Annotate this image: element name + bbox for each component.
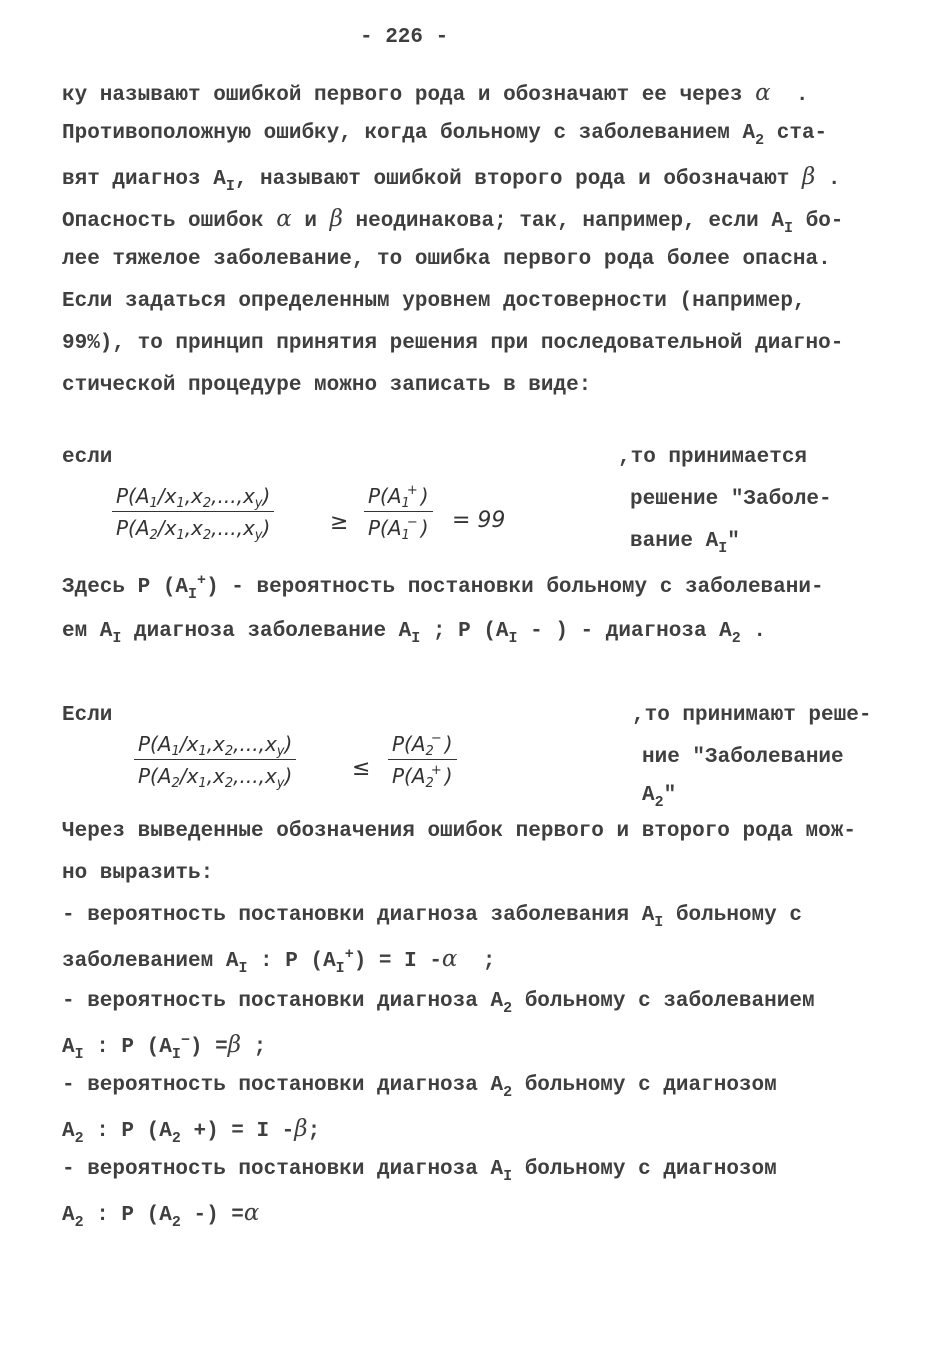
condition-lead: если — [62, 446, 113, 469]
list-item: заболеванием $А_I$ : Р $(А_I^+) = I$ -α ; — [62, 946, 496, 977]
page-number: - 226 - — [360, 26, 449, 49]
likelihood-ratio-fraction: $\frac{P(A_1/x_1,x_2,...,x_y)}{P(A_2/x_1,x_2,...,x_y)}$ — [112, 484, 274, 540]
decision-text: $А_2$" — [642, 784, 677, 811]
list-item: - вероятность постановки диагноза заболевания $А_I$ больному с — [62, 904, 802, 931]
decision-text: ,то принимают реше- — [632, 704, 872, 727]
text-line: 99%), то принцип принятия решения при последовательной диагно- — [62, 332, 844, 355]
text-line: лее тяжелое заболевание, то ошибка первого рода более опасна. — [62, 248, 831, 271]
text-line: Противоположную ошибку, когда больному с заболеванием $А_2$ ста- — [62, 122, 828, 149]
text-line: вят диагноз $А_I$, называют ошибкой второго рода и обозначают β . — [62, 164, 841, 195]
list-item: $А_2$ : Р ($А_2$ -) =α — [62, 1200, 260, 1231]
text-line: но выразить: — [62, 862, 214, 885]
ge-sign: ≥ — [330, 510, 349, 535]
likelihood-ratio-fraction: $\frac{P(A_1/x_1,x_2,...,x_y)}{P(A_2/x_1,x_2,...,x_y)}$ — [134, 732, 296, 788]
text-line: Если задаться определенным уровнем достоверности (например, — [62, 290, 806, 313]
text-line: Здесь Р $(А_I^+)$ - вероятность постановки больному с заболевани- — [62, 572, 824, 603]
decision-text: вание $А_I$" — [630, 530, 740, 557]
list-item: - вероятность постановки диагноза $А_2$ больному с диагнозом — [62, 1074, 777, 1101]
decision-text: ,то принимается — [618, 446, 808, 469]
decision-text: решение "Заболе- — [630, 488, 832, 511]
threshold-fraction: $\frac{P(A_1^+ )}{P(A_1^- )}$ — [364, 484, 433, 540]
list-item: $А_I$ : Р $(А_I^-) =\beta$ ; — [62, 1032, 267, 1063]
threshold-value: = 99 — [452, 508, 506, 533]
le-sign: ≤ — [352, 756, 371, 781]
threshold-fraction: $\frac{P(A_2^- )}{P(A_2^+ )}$ — [388, 732, 457, 788]
list-item: $А_2$ : Р ($А_2$ +) = I -β; — [62, 1116, 321, 1147]
text-line: стической процедуре можно записать в виде: — [62, 374, 592, 397]
condition-lead: Если — [62, 704, 113, 727]
list-item: - вероятность постановки диагноза $А_I$ больному с диагнозом — [62, 1158, 777, 1185]
text-line: Через выведенные обозначения ошибок первого и второго рода мож- — [62, 820, 856, 843]
text-line: ку называют ошибкой первого рода и обозначают ее через α . — [62, 80, 809, 107]
decision-text: ние "Заболевание — [642, 746, 844, 769]
text-line: Опасность ошибок α и β неодинакова; так, например, если $А_I$ бо- — [62, 206, 844, 237]
text-line: ем $А_I$ диагноза заболевание $А_I$ ; Р ($А_I$ - ) - диагноза $А_2$ . — [62, 620, 767, 647]
list-item: - вероятность постановки диагноза $А_2$ больному с заболеванием — [62, 990, 815, 1017]
